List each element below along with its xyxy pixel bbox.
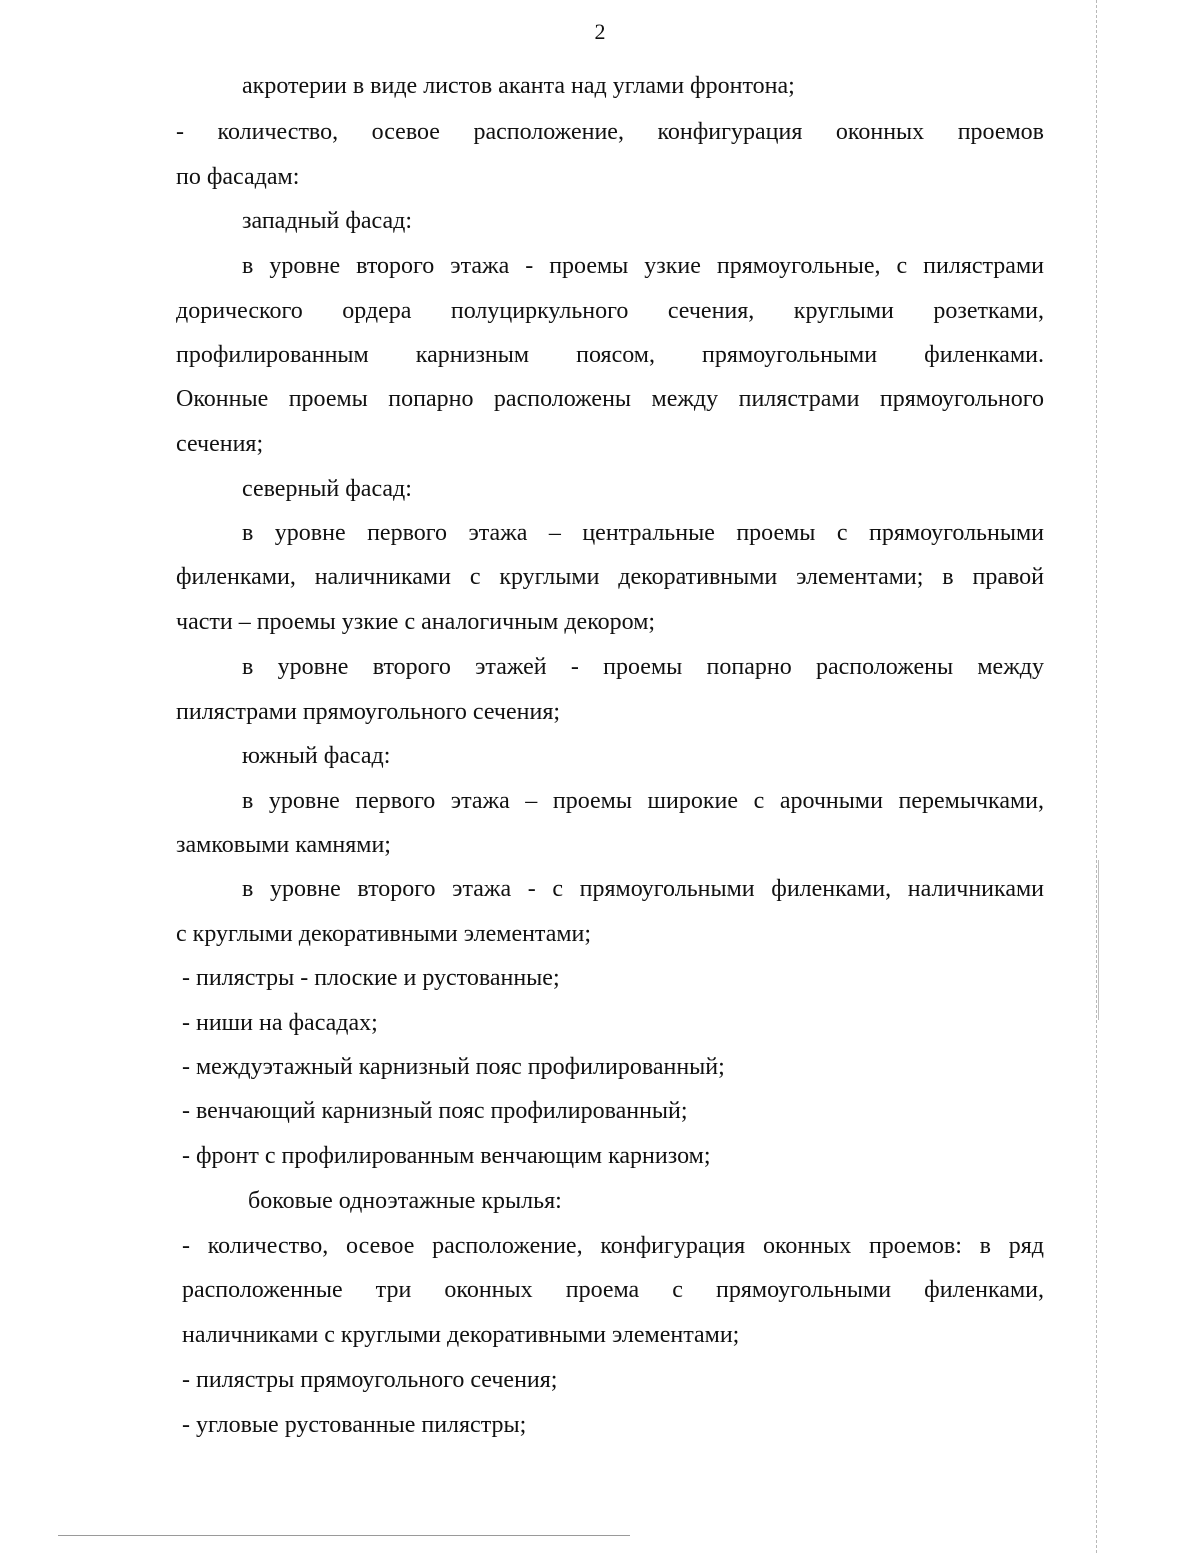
text-line: замковыми камнями; — [176, 832, 391, 858]
text-line: в уровне первого этажа – проемы широкие с арочными перемычками, — [242, 788, 1044, 814]
list-item: - фронт с профилированным венчающим карнизом; — [182, 1143, 711, 1169]
text-line: - количество, осевое расположение, конфигурация оконных проемов — [176, 119, 1044, 145]
bottom-rule — [58, 1535, 630, 1536]
text-line: в уровне второго этажа - с прямоугольными филенками, наличниками — [242, 876, 1044, 902]
text-line: по фасадам: — [176, 164, 300, 190]
list-item: - угловые рустованные пилястры; — [182, 1412, 527, 1438]
list-item: - междуэтажный карнизный пояс профилированный; — [182, 1054, 725, 1080]
section-heading: боковые одноэтажные крылья: — [248, 1188, 562, 1214]
list-item: - пилястры - плоские и рустованные; — [182, 965, 560, 991]
text-line: в уровне второго этажа - проемы узкие прямоугольные, с пилястрами — [242, 253, 1044, 279]
text-line: Оконные проемы попарно расположены между пилястрами прямоугольного — [176, 386, 1044, 412]
text-line: акротерии в виде листов аканта над углами фронтона; — [242, 73, 795, 99]
text-line: сечения; — [176, 431, 264, 457]
scan-edge-mark — [1098, 860, 1099, 1020]
scan-edge-line — [1096, 0, 1097, 1553]
text-line: наличниками с круглыми декоративными элементами; — [182, 1322, 740, 1348]
section-heading: северный фасад: — [242, 476, 412, 502]
list-item: - венчающий карнизный пояс профилированный; — [182, 1098, 688, 1124]
section-heading: южный фасад: — [242, 743, 391, 769]
text-line: с круглыми декоративными элементами; — [176, 921, 592, 947]
list-item: - пилястры прямоугольного сечения; — [182, 1367, 558, 1393]
section-heading: западный фасад: — [242, 208, 413, 234]
page-number: 2 — [594, 19, 606, 44]
list-item: - ниши на фасадах; — [182, 1010, 378, 1036]
text-line: дорического ордера полуциркульного сечения, круглыми розетками, — [176, 298, 1044, 324]
text-line: в уровне второго этажей - проемы попарно расположены между — [242, 654, 1044, 680]
text-line: профилированным карнизным поясом, прямоугольными филенками. — [176, 342, 1044, 368]
text-line: части – проемы узкие с аналогичным декором; — [176, 609, 656, 635]
text-line: филенками, наличниками с круглыми декоративными элементами; в правой — [176, 564, 1044, 590]
list-item: - количество, осевое расположение, конфигурация оконных проемов: в ряд — [182, 1233, 1044, 1259]
text-line: в уровне первого этажа – центральные проемы с прямоугольными — [242, 520, 1044, 546]
text-line: расположенные три оконных проема с прямоугольными филенками, — [182, 1277, 1044, 1303]
text-line: пилястрами прямоугольного сечения; — [176, 699, 561, 725]
